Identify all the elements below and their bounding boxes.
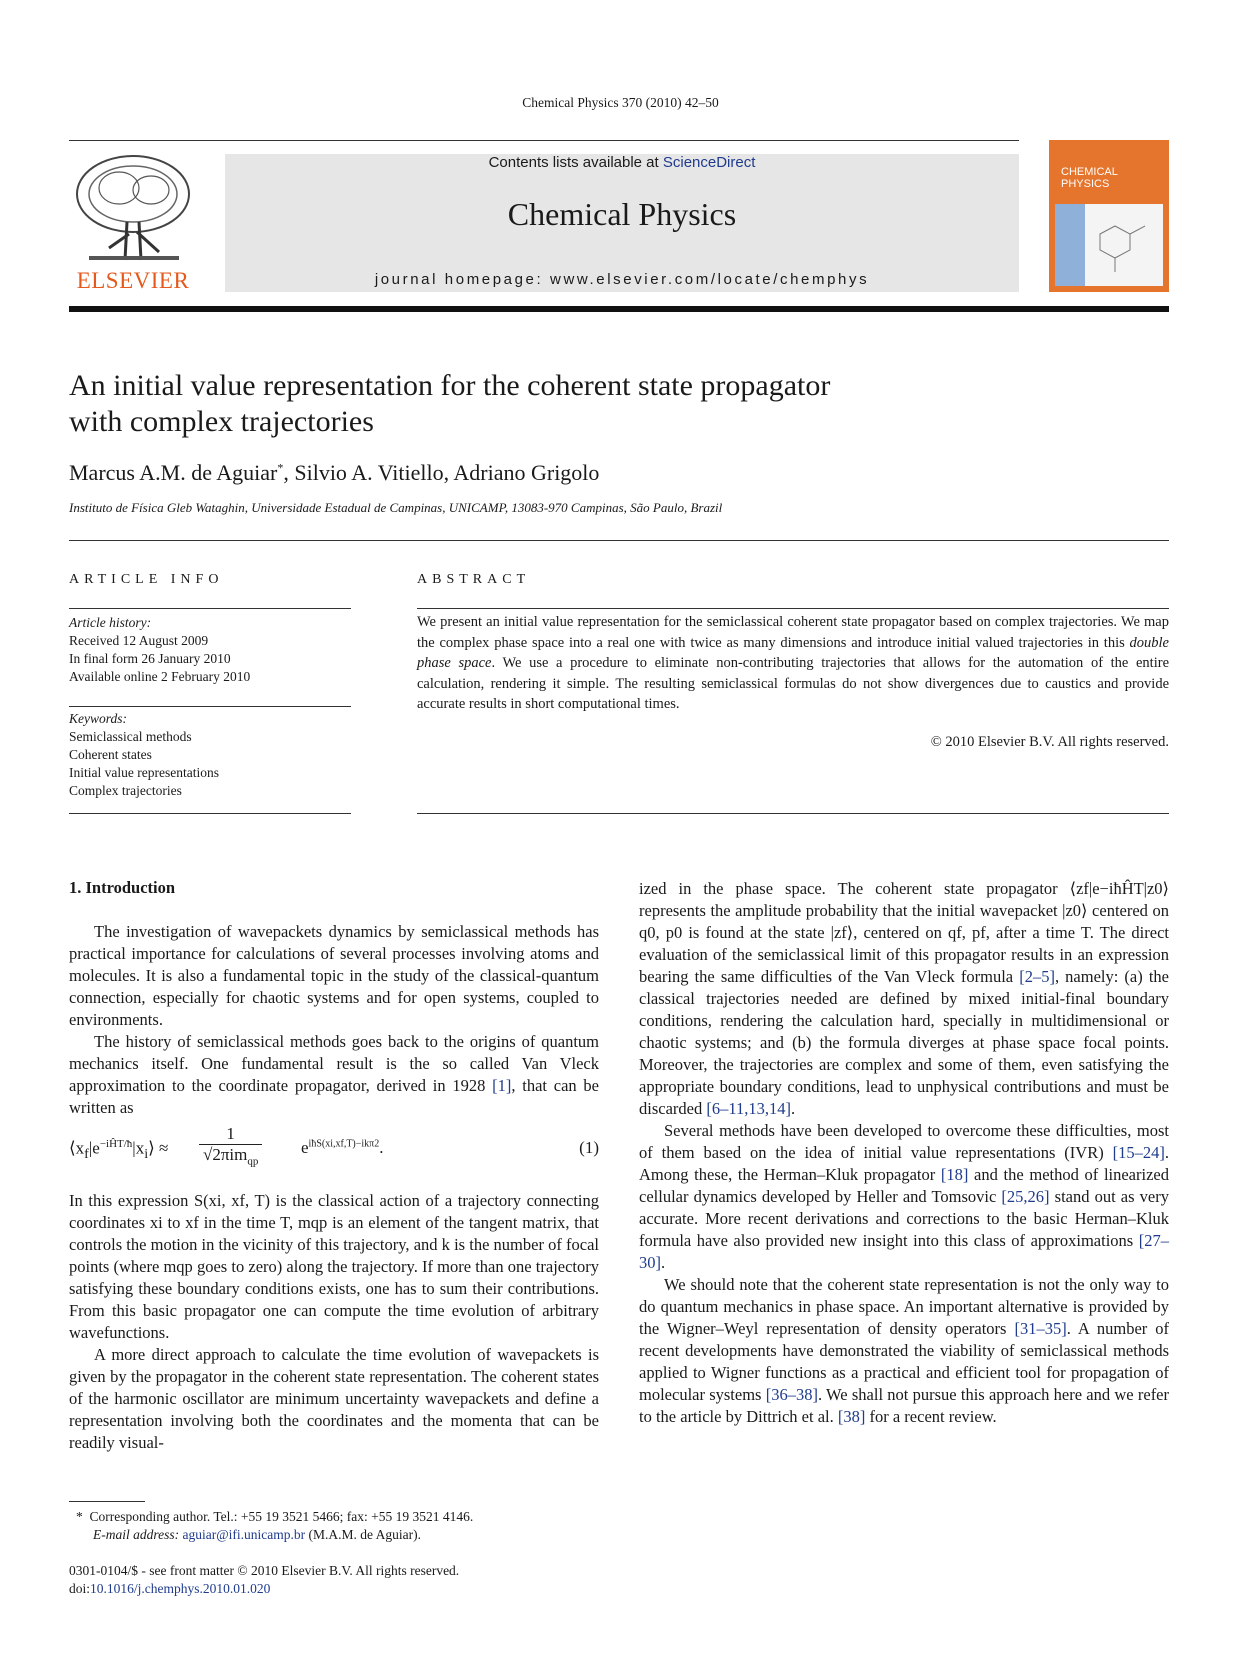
reference-link[interactable]: [38] xyxy=(837,1407,866,1426)
paragraph: The history of semiclassical methods goes back to the origins of quantum mechanics itself. One fundamental result is the so called Van Vleck approximation to the coordinate propagator, derived in 1928 [1], that can be written as xyxy=(69,1032,599,1117)
history-revised: In final form 26 January 2010 xyxy=(69,651,231,666)
article-title: An initial value representation for the coherent state propagator with complex trajectories xyxy=(69,369,831,438)
abstract-text: We present an initial value representation for the semiclassical coherent state propagator based on complex trajectories. We map the complex phase space into a real one with twice as many dimensions and introduce initial valued trajectories in this double phase space. We use a procedure to eliminate non-contributing trajectories that allows for the automation of the entire calculation, rendering it simple. The resulting semiclassical formulas do not show divergences due to caustics and provide accurate results in short computational times. xyxy=(417,614,1170,712)
journal-citation: Chemical Physics 370 (2010) 42–50 xyxy=(522,95,719,110)
abstract-copyright: © 2010 Elsevier B.V. All rights reserved. xyxy=(930,734,1169,750)
contents-prefix: Contents lists available at xyxy=(488,154,663,171)
keyword: Complex trajectories xyxy=(69,783,182,798)
cover-image xyxy=(1055,204,1163,286)
article-history: Article history: Received 12 August 2009 In final form 26 January 2010 Available online 2 February 2010 xyxy=(69,614,351,686)
reference-link[interactable]: [36–38] xyxy=(765,1385,818,1404)
article-info-heading: ARTICLE INFO xyxy=(69,572,224,587)
history-received: Received 12 August 2009 xyxy=(69,633,209,648)
tree-icon xyxy=(69,152,197,264)
reference-link[interactable]: [15–24] xyxy=(1112,1143,1165,1162)
reference-link[interactable]: [2–5] xyxy=(1019,967,1055,986)
abstract-rule xyxy=(417,608,1169,609)
article-info-rule xyxy=(69,608,351,609)
reference-link[interactable]: [1] xyxy=(492,1076,512,1095)
reference-link[interactable]: [31–35] xyxy=(1014,1319,1067,1338)
keywords-rule xyxy=(69,706,351,707)
paragraph: The investigation of wavepackets dynamics by semiclassical methods has practical importance for calculations of several processes involving atoms and molecules. It is also a fundamental topic in the study of the classical-quantum connection, especially for chaotic systems and for open systems, coupled to environments. xyxy=(69,922,599,1029)
equation-fraction: 1 √2πim$_{qp}$ xyxy=(199,1124,262,1167)
paragraph: In this expression S(xi, xf, T) is the classical action of a trajectory connecting coordinates xi to xf in the time T, mqp is an element of the tangent matrix, that controls the motion in the vicinity of this trajectory, and k is the number of focal points (where mqp goes to zero) along the trajectory. If more than one trajectory satisfying these boundary conditions exists, one has to sum their contributions. From this basic propagator one can compute the time evolution of arbitrary wavefunctions. xyxy=(69,1191,599,1342)
journal-homepage[interactable]: journal homepage: www.elsevier.com/locate/chemphys xyxy=(374,271,870,288)
paragraph: ized in the phase space. The coherent state propagator ⟨zf|e−iħĤT|z0⟩ represents the amplitude probability that the initial wavepacket |z0⟩ centered on q0, p0 is found at the state |zf⟩, centered on qf, pf, after a time T. The direct evaluation of the semiclassical limit of this propagator results in an expression bearing the same difficulties of the Van Vleck formula [2–5], namely: (a) the classical trajectories needed are defined by mixed initial-final boundary conditions, rendering the calculation hard, specially in multidimensional or chaotic systems; and (b) the formula diverges at phase space focal points. Moreover, the trajectories are complex and some of them, even satisfying the appropriate boundary conditions, lead to unphysical contributions and must be discarded [6–11,13,14]. xyxy=(639,879,1169,1118)
paragraph: A more direct approach to calculate the time evolution of wavepackets is given by the propagator in the coherent state representation. The coherent states of the harmonic oscillator are minimum uncertainty wavepackets and define a representation involving both the coordinates and the momenta that can be readily visual- xyxy=(69,1345,599,1452)
affiliation: Instituto de Física Gleb Wataghin, Universidade Estadual de Campinas, UNICAMP, 13083-970 Campinas, São Paulo, Brazil xyxy=(69,500,723,515)
doi-link[interactable]: 10.1016/j.chemphys.2010.01.020 xyxy=(90,1581,271,1596)
abstract-heading: ABSTRACT xyxy=(417,572,531,587)
keyword: Initial value representations xyxy=(69,765,219,780)
reference-link[interactable]: [27–30] xyxy=(639,1231,1169,1272)
publisher-wordmark: ELSEVIER xyxy=(76,268,190,293)
reference-link[interactable]: [6–11,13,14] xyxy=(706,1099,791,1118)
footnote-rule xyxy=(69,1501,145,1502)
equation-1: $⟨x_f|e^{-iĤT/ħ}|x_i⟩$ ≈ 1 √2πim$_{qp}$ $e^{iħS(xi,xf,T)-ik\pi 2}$. (1) xyxy=(69,1124,599,1168)
journal-cover xyxy=(1049,140,1169,292)
keyword: Coherent states xyxy=(69,747,152,762)
article-info-bottom-rule xyxy=(69,813,351,814)
keywords: Keywords: Semiclassical methods Coherent states Initial value representations Complex trajectories xyxy=(69,710,351,800)
header-rule xyxy=(69,140,1019,141)
journal-name: Chemical Physics xyxy=(507,196,737,232)
author-list: Marcus A.M. de Aguiar*, Silvio A. Vitiello, Adriano Grigolo xyxy=(69,460,600,485)
history-online: Available online 2 February 2010 xyxy=(69,669,251,684)
doi-line: doi:10.1016/j.chemphys.2010.01.020 xyxy=(69,1581,271,1596)
left-column-bottom xyxy=(69,1190,599,1454)
header-bar xyxy=(69,306,1169,312)
molecule-graphic xyxy=(1055,204,1163,286)
reference-link[interactable]: [18] xyxy=(940,1165,969,1184)
corresponding-mark[interactable]: * xyxy=(277,460,284,475)
sciencedirect-link[interactable]: ScienceDirect xyxy=(662,154,756,171)
reference-link[interactable]: [25,26] xyxy=(1001,1187,1050,1206)
author-email-link[interactable]: aguiar@ifi.unicamp.br xyxy=(182,1527,306,1542)
cover-title: CHEMICAL PHYSICS xyxy=(1061,166,1118,190)
issn-line: 0301-0104/$ - see front matter © 2010 Elsevier B.V. All rights reserved. xyxy=(69,1563,460,1578)
front-matter xyxy=(69,1562,629,1598)
right-column xyxy=(639,878,1169,1428)
paragraph: We should note that the coherent state representation is not the only way to do quantum mechanics in phase space. An important alternative is provided by the Wigner–Weyl representation of density operators [31–35]. A number of recent developments have demonstrated the viability of semiclassical methods applied to Wigner functions as a practical and efficient tool for propagation of molecular systems [36–38]. We shall not pursue this approach here and we refer to the article by Dittrich et al. [38] for a recent review. xyxy=(639,1275,1170,1426)
contents-line xyxy=(225,154,1019,171)
left-column-top xyxy=(69,921,599,1119)
paragraph: Several methods have been developed to overcome these difficulties, most of them based on the idea of initial value representations (IVR) [15–24]. Among these, the Herman–Kluk propagator [18] and the method of linearized cellular dynamics developed by Heller and Tomsovic [25,26] stand out as very accurate. More recent derivations and corrections to the basic Herman–Kluk formula have also provided new insight into this class of approximations [27–30]. xyxy=(639,1121,1169,1272)
section-heading: 1. Introduction xyxy=(69,878,176,897)
elsevier-logo xyxy=(69,152,197,294)
title-rule xyxy=(69,540,1169,541)
abstract-bottom-rule xyxy=(417,813,1169,814)
keyword: Semiclassical methods xyxy=(69,729,192,744)
equation-number: (1) xyxy=(579,1138,599,1157)
footnote: * Corresponding author. Tel.: +55 19 3521 5466; fax: +55 19 3521 4146. E-mail address: aguiar@ifi.unicamp.br (M.A.M. de Aguiar). xyxy=(76,1509,474,1542)
